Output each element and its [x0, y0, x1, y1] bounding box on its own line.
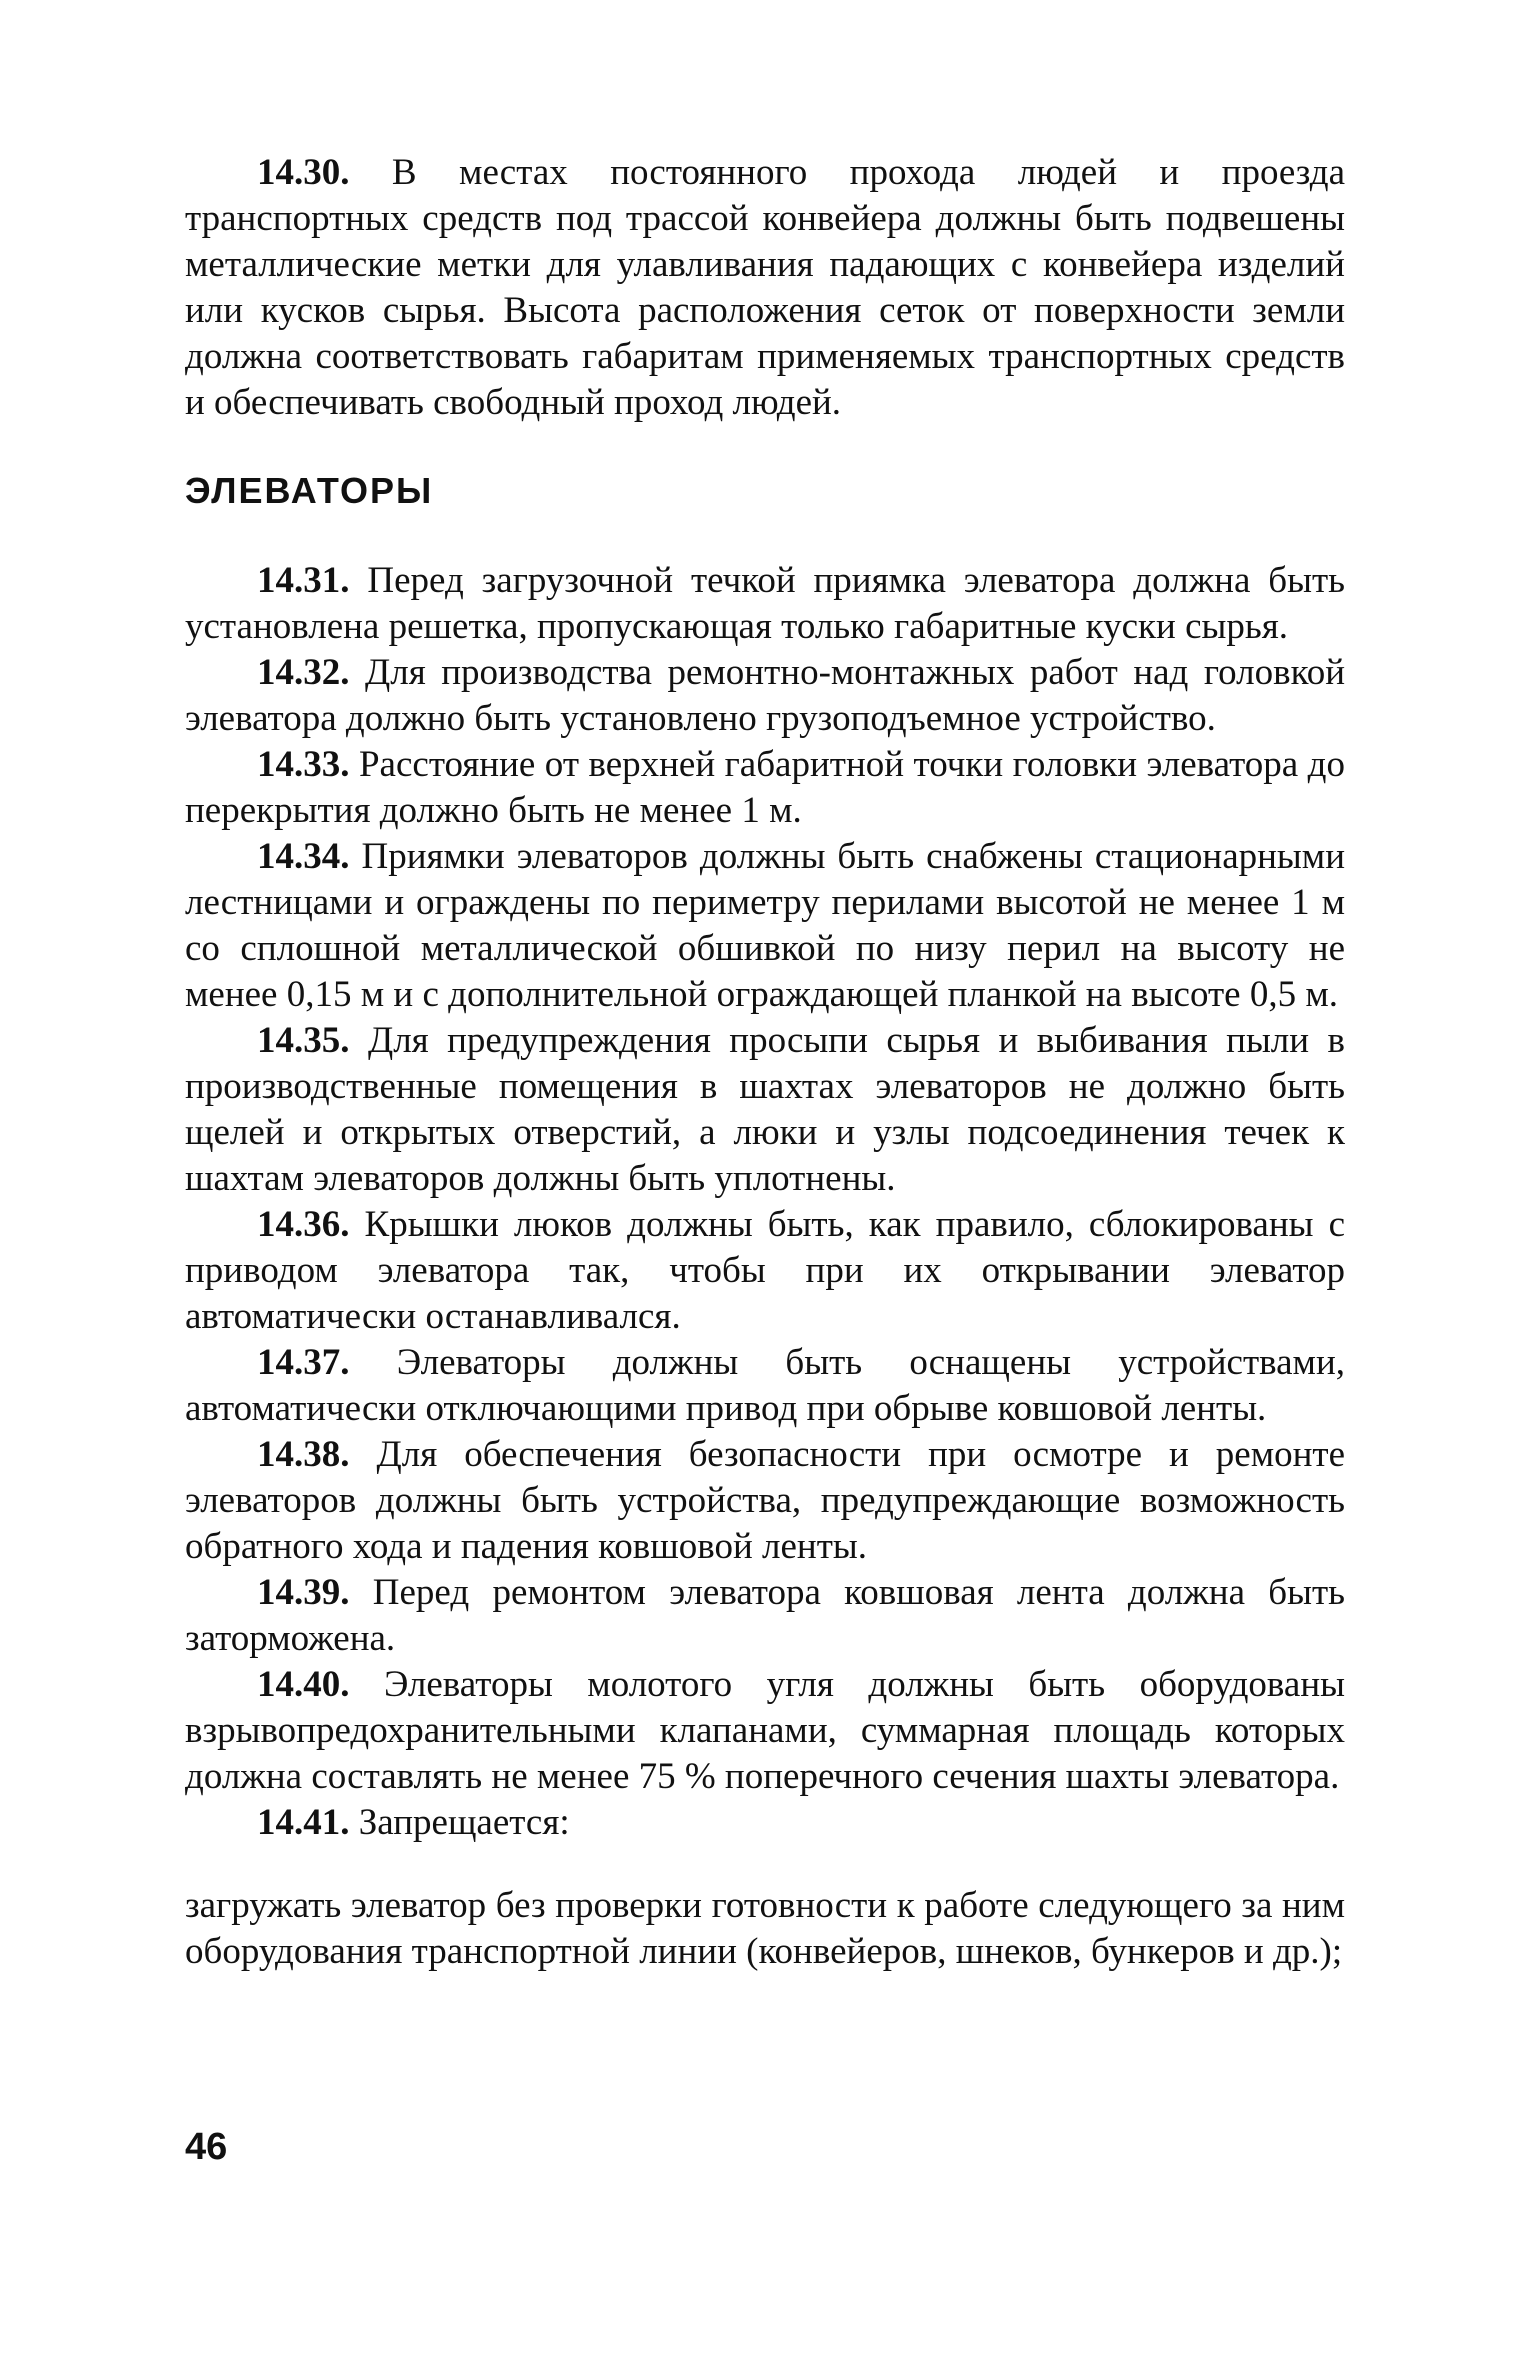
paragraph-number: 14.31. — [257, 560, 350, 601]
paragraph-14-33 — [185, 742, 1345, 834]
paragraph-text: Расстояние от верхней габаритной точки головки элеватора до перекрытия должно быть не менее 1 м. — [185, 744, 1345, 831]
paragraph-text: Запрещается: — [349, 1802, 570, 1843]
paragraph-14-30 — [185, 150, 1345, 426]
paragraph-text: Для обеспечения безопасности при осмотре и ремонте элеваторов должны быть устройства, предупреждающие возможность обратного хода и падения ковшовой ленты. — [185, 1434, 1345, 1567]
paragraph-14-31 — [185, 558, 1345, 650]
list-item: загружать элеватор без проверки готовности к работе следующего за ним оборудования транспортной линии (конвейеров, шнеков, бункеров и др.); — [185, 1885, 1345, 1972]
paragraph-number: 14.30. — [257, 152, 350, 193]
section-heading: ЭЛЕВАТОРЫ — [185, 470, 434, 511]
paragraph-14-40 — [185, 1662, 1345, 1800]
paragraph-text: Для предупреждения просыпи сырья и выбивания пыли в производственные помещения в шахтах элеваторов не должно быть щелей и открытых отверстий, а люки и узлы подсоединения течек к шахтам элеваторов должны быть уплотнены. — [185, 1020, 1345, 1199]
paragraph-text: Перед ремонтом элеватора ковшовая лента должна быть заторможена. — [185, 1572, 1345, 1659]
paragraph-number: 14.32. — [257, 652, 350, 693]
paragraph-text: Крышки люков должны быть, как правило, сблокированы с приводом элеватора так, чтобы при их открывании элеватор автоматически останавливался. — [185, 1204, 1345, 1337]
paragraph-number: 14.36. — [257, 1204, 350, 1245]
paragraph-number: 14.34. — [257, 836, 350, 877]
paragraph-14-36 — [185, 1202, 1345, 1340]
paragraph-text: Элеваторы молотого угля должны быть оборудованы взрывопредохранительными клапанами, суммарная площадь которых должна составлять не менее 75 % поперечного сечения шахты элеватора. — [185, 1664, 1345, 1797]
paragraph-number: 14.37. — [257, 1342, 350, 1383]
paragraph-number: 14.41. — [257, 1802, 350, 1843]
paragraph-text: В местах постоянного прохода людей и проезда транспортных средств под трассой конвейера должны быть подвешены металлические метки для улавливания падающих с конвейера изделий или кусков сырья. Высота расположения сеток от поверхности земли должна соответствовать габаритам применяемых транспортных средств и обеспечивать свободный проход людей. — [185, 152, 1345, 423]
paragraph-14-39 — [185, 1570, 1345, 1662]
paragraph-number: 14.33. — [257, 744, 350, 785]
paragraph-text: Приямки элеваторов должны быть снабжены стационарными лестницами и ограждены по периметру перилами высотой не менее 1 м со сплошной металлической обшивкой по низу перил на высоту не менее 0,15 м и с дополнительной ограждающей планкой на высоте 0,5 м. — [185, 836, 1345, 1015]
paragraph-text: Элеваторы должны быть оснащены устройствами, автоматически отключающими привод при обрыве ковшовой ленты. — [185, 1342, 1345, 1429]
paragraph-text: Перед загрузочной течкой приямка элеватора должна быть установлена решетка, пропускающая только габаритные куски сырья. — [185, 560, 1345, 647]
paragraph-14-35 — [185, 1018, 1345, 1202]
paragraph-number: 14.38. — [257, 1434, 350, 1475]
paragraph-14-41 — [185, 1800, 1345, 1846]
page-number: 46 — [185, 2126, 228, 2168]
paragraph-text: Для производства ремонтно-монтажных работ над головкой элеватора должно быть установлено грузоподъемное устройство. — [185, 652, 1345, 739]
paragraph-number: 14.39. — [257, 1572, 350, 1613]
paragraph-number: 14.40. — [257, 1664, 350, 1705]
document-page — [185, 150, 1345, 2012]
paragraph-14-37 — [185, 1340, 1345, 1432]
paragraph-number: 14.35. — [257, 1020, 350, 1061]
paragraph-14-34 — [185, 834, 1345, 1018]
paragraph-14-32 — [185, 650, 1345, 742]
paragraph-14-38 — [185, 1432, 1345, 1570]
